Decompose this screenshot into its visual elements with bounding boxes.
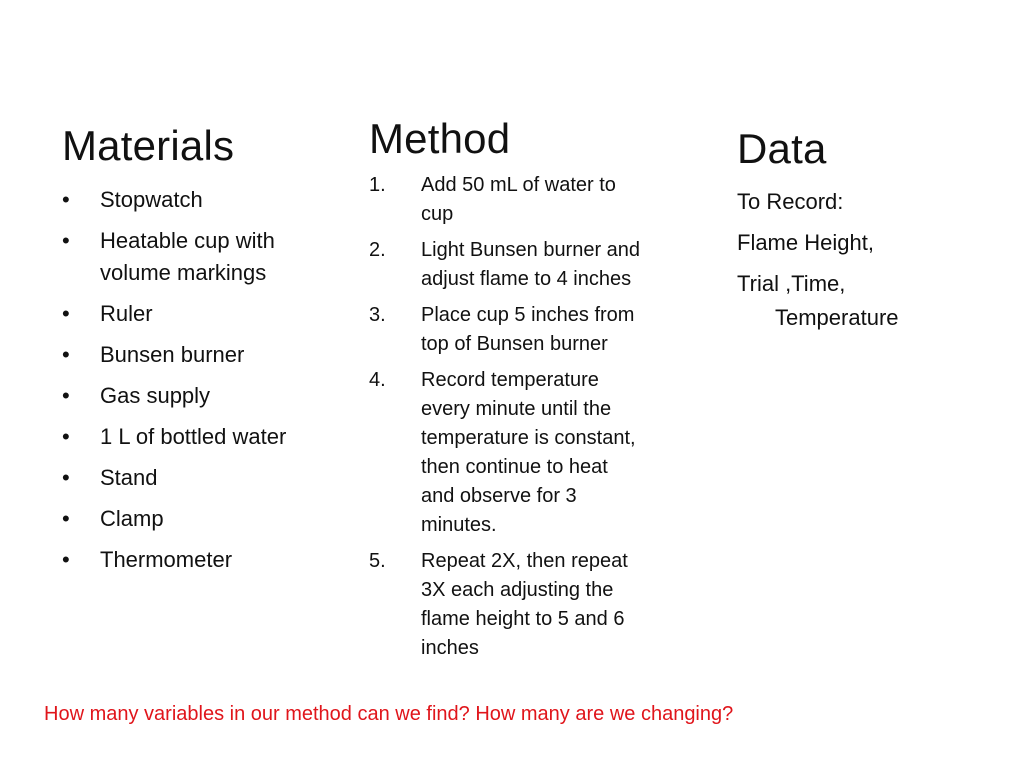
method-step-text: and observe for 3 bbox=[421, 485, 577, 507]
data-line-text: Temperature bbox=[775, 305, 899, 330]
materials-item-text: Stopwatch bbox=[100, 187, 203, 212]
materials-item bbox=[62, 462, 362, 494]
data-heading: Data bbox=[737, 125, 827, 172]
materials-item bbox=[62, 225, 362, 289]
materials-column bbox=[62, 120, 362, 585]
materials-item bbox=[62, 544, 362, 576]
method-step-number: 1. bbox=[369, 174, 386, 196]
method-step-text: Light Bunsen burner and bbox=[421, 239, 641, 261]
method-step-number: 4. bbox=[369, 369, 386, 391]
materials-item-text: Clamp bbox=[100, 506, 164, 531]
method-heading: Method bbox=[369, 115, 511, 162]
materials-item bbox=[62, 298, 362, 330]
method-step-number: 5. bbox=[369, 550, 386, 572]
materials-item bbox=[62, 421, 362, 453]
data-line-text: Trial ,Time, bbox=[737, 271, 846, 296]
method-step bbox=[369, 301, 689, 359]
bullet-icon: • bbox=[62, 506, 70, 531]
method-step-text: cup bbox=[421, 203, 454, 225]
materials-item bbox=[62, 503, 362, 535]
method-step-number: 3. bbox=[369, 304, 386, 326]
bullet-icon: • bbox=[62, 187, 70, 212]
materials-item-text: Heatable cup with bbox=[100, 228, 275, 253]
bullet-icon: • bbox=[62, 301, 70, 326]
method-column bbox=[369, 113, 709, 670]
method-step bbox=[369, 547, 689, 663]
method-step-text: temperature is constant, bbox=[421, 427, 636, 449]
materials-item-text: Gas supply bbox=[100, 383, 211, 408]
method-step bbox=[369, 236, 689, 294]
bullet-icon: • bbox=[62, 424, 70, 449]
method-step-text: 3X each adjusting the bbox=[421, 579, 614, 601]
materials-list bbox=[62, 184, 362, 576]
bullet-icon: • bbox=[62, 228, 70, 253]
method-step bbox=[369, 171, 689, 229]
bullet-icon: • bbox=[62, 383, 70, 408]
method-step-text: adjust flame to 4 inches bbox=[421, 268, 632, 290]
bullet-icon: • bbox=[62, 465, 70, 490]
data-lines bbox=[737, 185, 1007, 335]
method-step bbox=[369, 366, 689, 540]
method-step-number: 2. bbox=[369, 239, 386, 261]
method-step-text: then continue to heat bbox=[421, 456, 608, 478]
method-steps bbox=[369, 171, 709, 663]
method-step-text: Repeat 2X, then repeat bbox=[421, 550, 628, 572]
data-column bbox=[737, 123, 1007, 343]
footer-question: How many variables in our method can we find? How many are we changing? bbox=[44, 703, 734, 725]
bullet-icon: • bbox=[62, 342, 70, 367]
materials-item-text: Ruler bbox=[100, 301, 153, 326]
method-step-text: flame height to 5 and 6 bbox=[421, 608, 625, 630]
method-step-text: top of Bunsen burner bbox=[421, 333, 608, 355]
materials-item bbox=[62, 184, 362, 216]
method-step-text: Place cup 5 inches from bbox=[421, 304, 635, 326]
materials-item-text: 1 L of bottled water bbox=[100, 424, 287, 449]
materials-heading: Materials bbox=[62, 122, 235, 169]
materials-item-text: Thermometer bbox=[100, 547, 233, 572]
data-line bbox=[737, 267, 1007, 335]
materials-item-text: Bunsen burner bbox=[100, 342, 245, 367]
method-step-text: Record temperature bbox=[421, 369, 599, 391]
materials-item bbox=[62, 339, 362, 371]
method-step-text: inches bbox=[421, 637, 479, 659]
bullet-icon: • bbox=[62, 547, 70, 572]
method-step-text: minutes. bbox=[421, 514, 497, 536]
data-line-text: To Record: bbox=[737, 189, 844, 214]
data-line bbox=[737, 226, 1007, 259]
materials-item bbox=[62, 380, 362, 412]
materials-item-text: volume markings bbox=[100, 260, 267, 285]
method-step-text: every minute until the bbox=[421, 398, 612, 420]
method-step-text: Add 50 mL of water to bbox=[421, 174, 616, 196]
data-line bbox=[737, 185, 1007, 218]
materials-item-text: Stand bbox=[100, 465, 158, 490]
data-line-text: Flame Height, bbox=[737, 230, 874, 255]
